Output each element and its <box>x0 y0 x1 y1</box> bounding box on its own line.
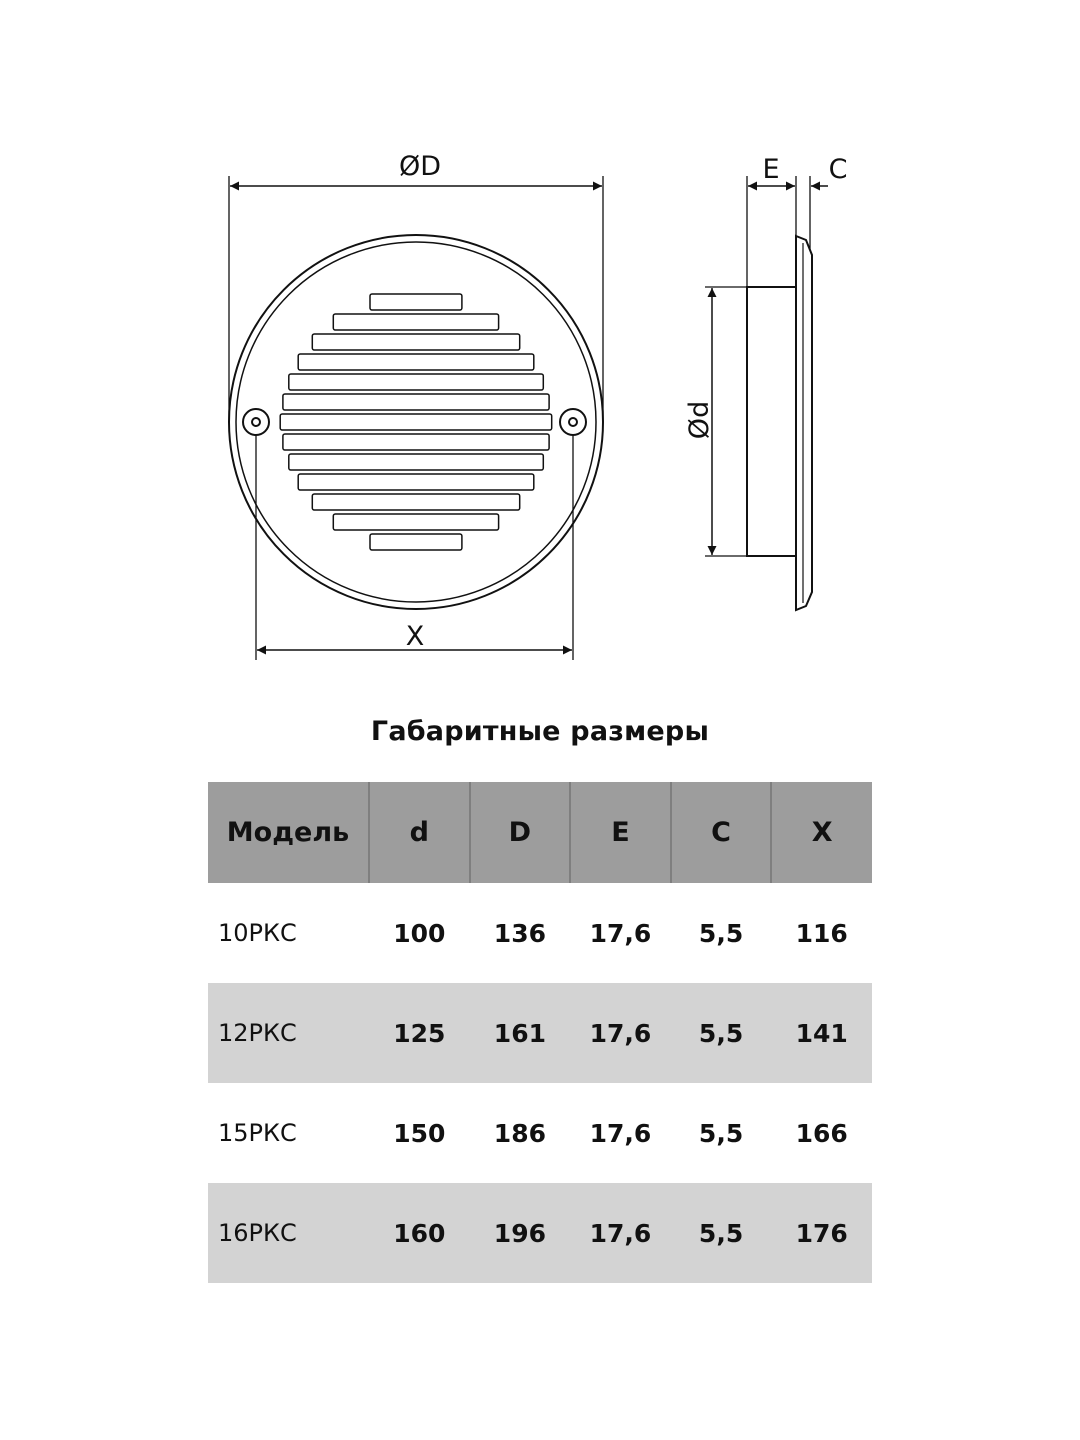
louver-slat <box>298 354 534 370</box>
louver-slat <box>283 434 549 450</box>
cell-c: 5,5 <box>698 918 744 948</box>
table-row <box>208 1183 872 1283</box>
screw-hole-right <box>560 409 586 435</box>
louver-slat <box>312 334 519 350</box>
cell-big-d: 161 <box>470 983 571 1083</box>
header-model: Модель <box>208 782 369 883</box>
louver-slat <box>298 474 534 490</box>
cell-d: 125 <box>369 983 470 1083</box>
header-d: d <box>369 782 470 883</box>
cell-model: 10РКС <box>218 919 297 947</box>
cell-x: 141 <box>771 983 872 1083</box>
cell-e: 17,6 <box>570 983 671 1083</box>
louver-slat <box>370 534 462 550</box>
depth-label: E <box>762 154 780 185</box>
cell-c: 5,5 <box>698 1118 744 1148</box>
cell-e: 17,6 <box>570 1183 671 1283</box>
louver-slat <box>289 374 544 390</box>
header-x: X <box>771 782 872 883</box>
cell-d: 150 <box>393 1118 446 1148</box>
flange-label: C <box>828 154 848 185</box>
front-view <box>229 176 603 660</box>
screw-hole-left <box>243 409 269 435</box>
side-view <box>705 176 828 610</box>
cell-model: 12РКС <box>208 983 369 1083</box>
louver-slat <box>333 314 498 330</box>
table-row <box>208 1083 872 1183</box>
outer-rim <box>229 235 603 609</box>
louver-slat <box>283 394 549 410</box>
cell-big-d: 186 <box>493 1118 546 1148</box>
table-header-row <box>208 782 872 883</box>
cell-c: 5,5 <box>671 1183 772 1283</box>
header-e: E <box>570 782 671 883</box>
flange-profile <box>796 236 812 610</box>
hole-spacing-label: X <box>405 621 425 652</box>
louver-slat <box>333 514 498 530</box>
cell-model: 15РКС <box>218 1119 297 1147</box>
dimensions-table <box>208 782 872 1283</box>
spigot-label: Ød <box>684 400 715 440</box>
header-c: C <box>671 782 772 883</box>
cell-d: 160 <box>369 1183 470 1283</box>
louver-slat <box>280 414 552 430</box>
section-title: Габаритные размеры <box>370 716 710 747</box>
cell-c: 5,5 <box>671 983 772 1083</box>
header-big-d: D <box>470 782 571 883</box>
table-row <box>208 883 872 983</box>
dimension-drawing <box>0 0 1080 700</box>
diameter-label: ØD <box>398 151 442 182</box>
louvers <box>280 294 552 550</box>
spigot <box>747 287 796 556</box>
cell-d: 100 <box>393 918 446 948</box>
cell-x: 166 <box>795 1118 848 1148</box>
table-row <box>208 983 872 1083</box>
cell-e: 17,6 <box>589 1118 652 1148</box>
inner-rim <box>236 242 596 602</box>
cell-model: 16РКС <box>208 1183 369 1283</box>
cell-big-d: 136 <box>493 918 546 948</box>
louver-slat <box>370 294 462 310</box>
louver-slat <box>312 494 519 510</box>
cell-e: 17,6 <box>589 918 652 948</box>
cell-x: 116 <box>795 918 848 948</box>
louver-slat <box>289 454 544 470</box>
cell-x: 176 <box>771 1183 872 1283</box>
cell-big-d: 196 <box>470 1183 571 1283</box>
